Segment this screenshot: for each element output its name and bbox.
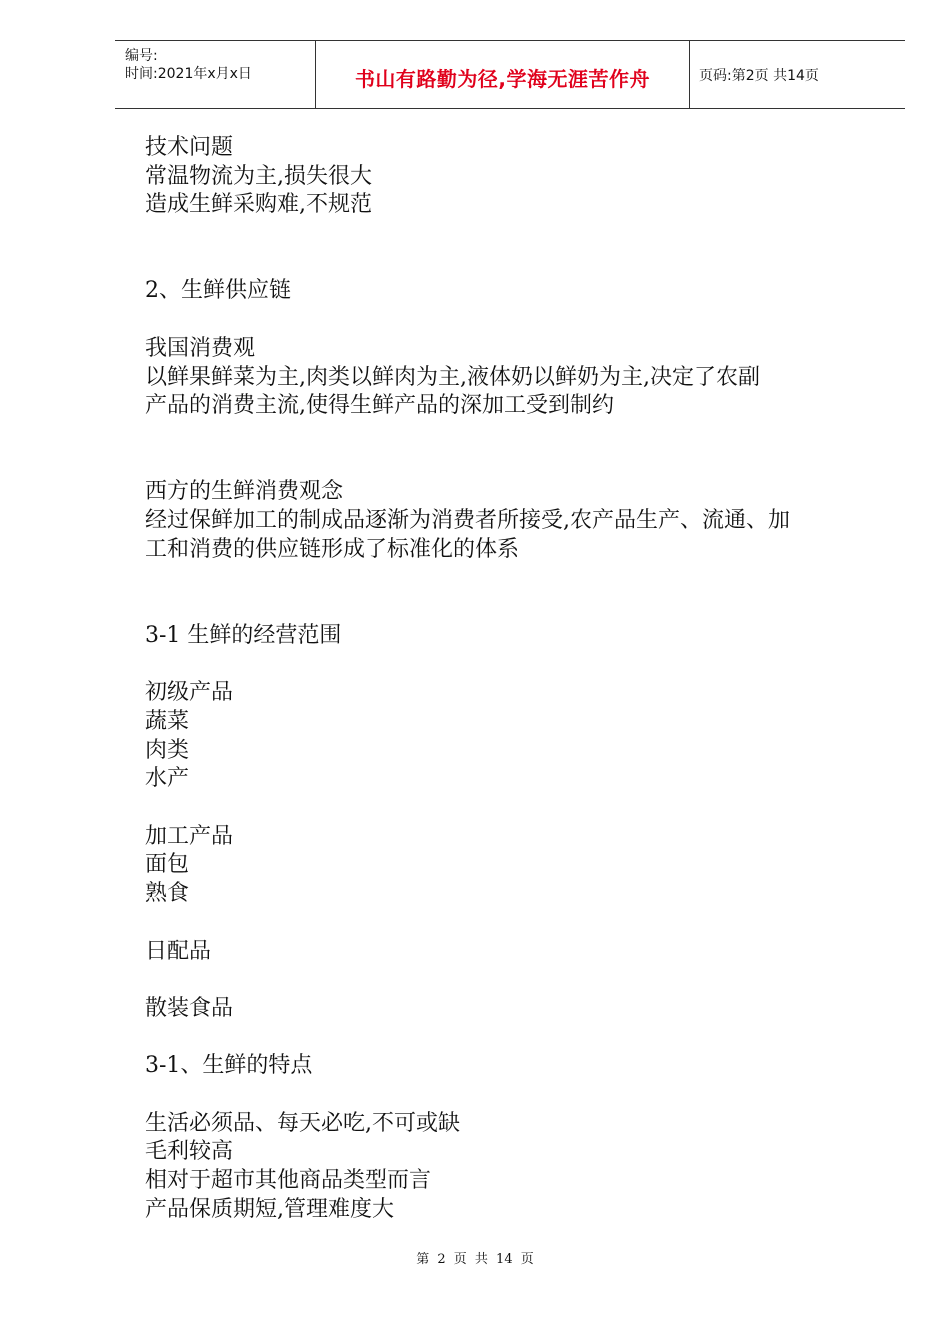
body-line: 日配品 (145, 938, 212, 964)
body-line: 加工产品 (145, 823, 234, 849)
body-line: 相对于超市其他商品类型而言 (145, 1168, 432, 1194)
body-line: 蔬菜 (145, 708, 190, 734)
header-page-info: 页码:第2页 共14页 (699, 68, 819, 84)
header-motto-cell (316, 41, 690, 108)
body-line: 面包 (145, 852, 190, 878)
blank-line (145, 1081, 875, 1110)
body-line: 经过保鲜加工的制成品逐渐为消费者所接受,农产品生产、流通、加 (145, 508, 790, 534)
body-line: 2、生鲜供应链 (145, 278, 291, 304)
body-line: 技术问题 (145, 135, 234, 160)
body-line: 肉类 (145, 737, 190, 763)
body-line: 3-1、生鲜的特点 (145, 1053, 313, 1079)
blank-line (145, 794, 875, 823)
body-line: 工和消费的供应链形成了标准化的体系 (145, 536, 520, 562)
blank-line (145, 651, 875, 680)
body-line: 常温物流为主,损失很大 (145, 163, 372, 189)
header-meta-cell (115, 41, 316, 108)
blank-line (145, 421, 875, 450)
body-line: 产品保质期短,管理难度大 (145, 1196, 394, 1222)
blank-line (145, 306, 875, 335)
document-number-label: 编号: (125, 48, 158, 64)
document-body (145, 134, 875, 1225)
document-time-label: 时间:2021年x月x日 (125, 66, 252, 82)
body-line: 以鲜果鲜菜为主,肉类以鲜肉为主,液体奶以鲜奶为主,决定了农副 (145, 364, 760, 390)
body-line: 熟食 (145, 881, 190, 907)
body-line: 3-1 生鲜的经营范围 (145, 622, 342, 648)
blank-line (145, 909, 875, 938)
body-line: 生活必须品、每天必吃,不可或缺 (145, 1110, 460, 1136)
blank-line (145, 450, 875, 479)
header-page-cell (690, 41, 905, 108)
blank-line (145, 966, 875, 995)
body-line: 散装食品 (145, 995, 234, 1021)
body-line: 西方的生鲜消费观念 (145, 479, 344, 505)
body-line: 造成生鲜采购难,不规范 (145, 192, 372, 218)
blank-line (145, 249, 875, 278)
blank-line (145, 564, 875, 593)
blank-line (145, 220, 875, 249)
header-motto: 书山有路勤为径,学海无涯苦作舟 (354, 67, 651, 91)
page-header (115, 40, 905, 109)
body-line: 我国消费观 (145, 335, 256, 361)
body-line: 初级产品 (145, 680, 234, 706)
body-line: 毛利较高 (145, 1139, 234, 1165)
body-line: 水产 (145, 766, 190, 792)
body-line: 产品的消费主流,使得生鲜产品的深加工受到制约 (145, 393, 614, 419)
blank-line (145, 593, 875, 622)
blank-line (145, 1024, 875, 1053)
page-footer: 第 2 页 共 14 页 (416, 1252, 534, 1267)
